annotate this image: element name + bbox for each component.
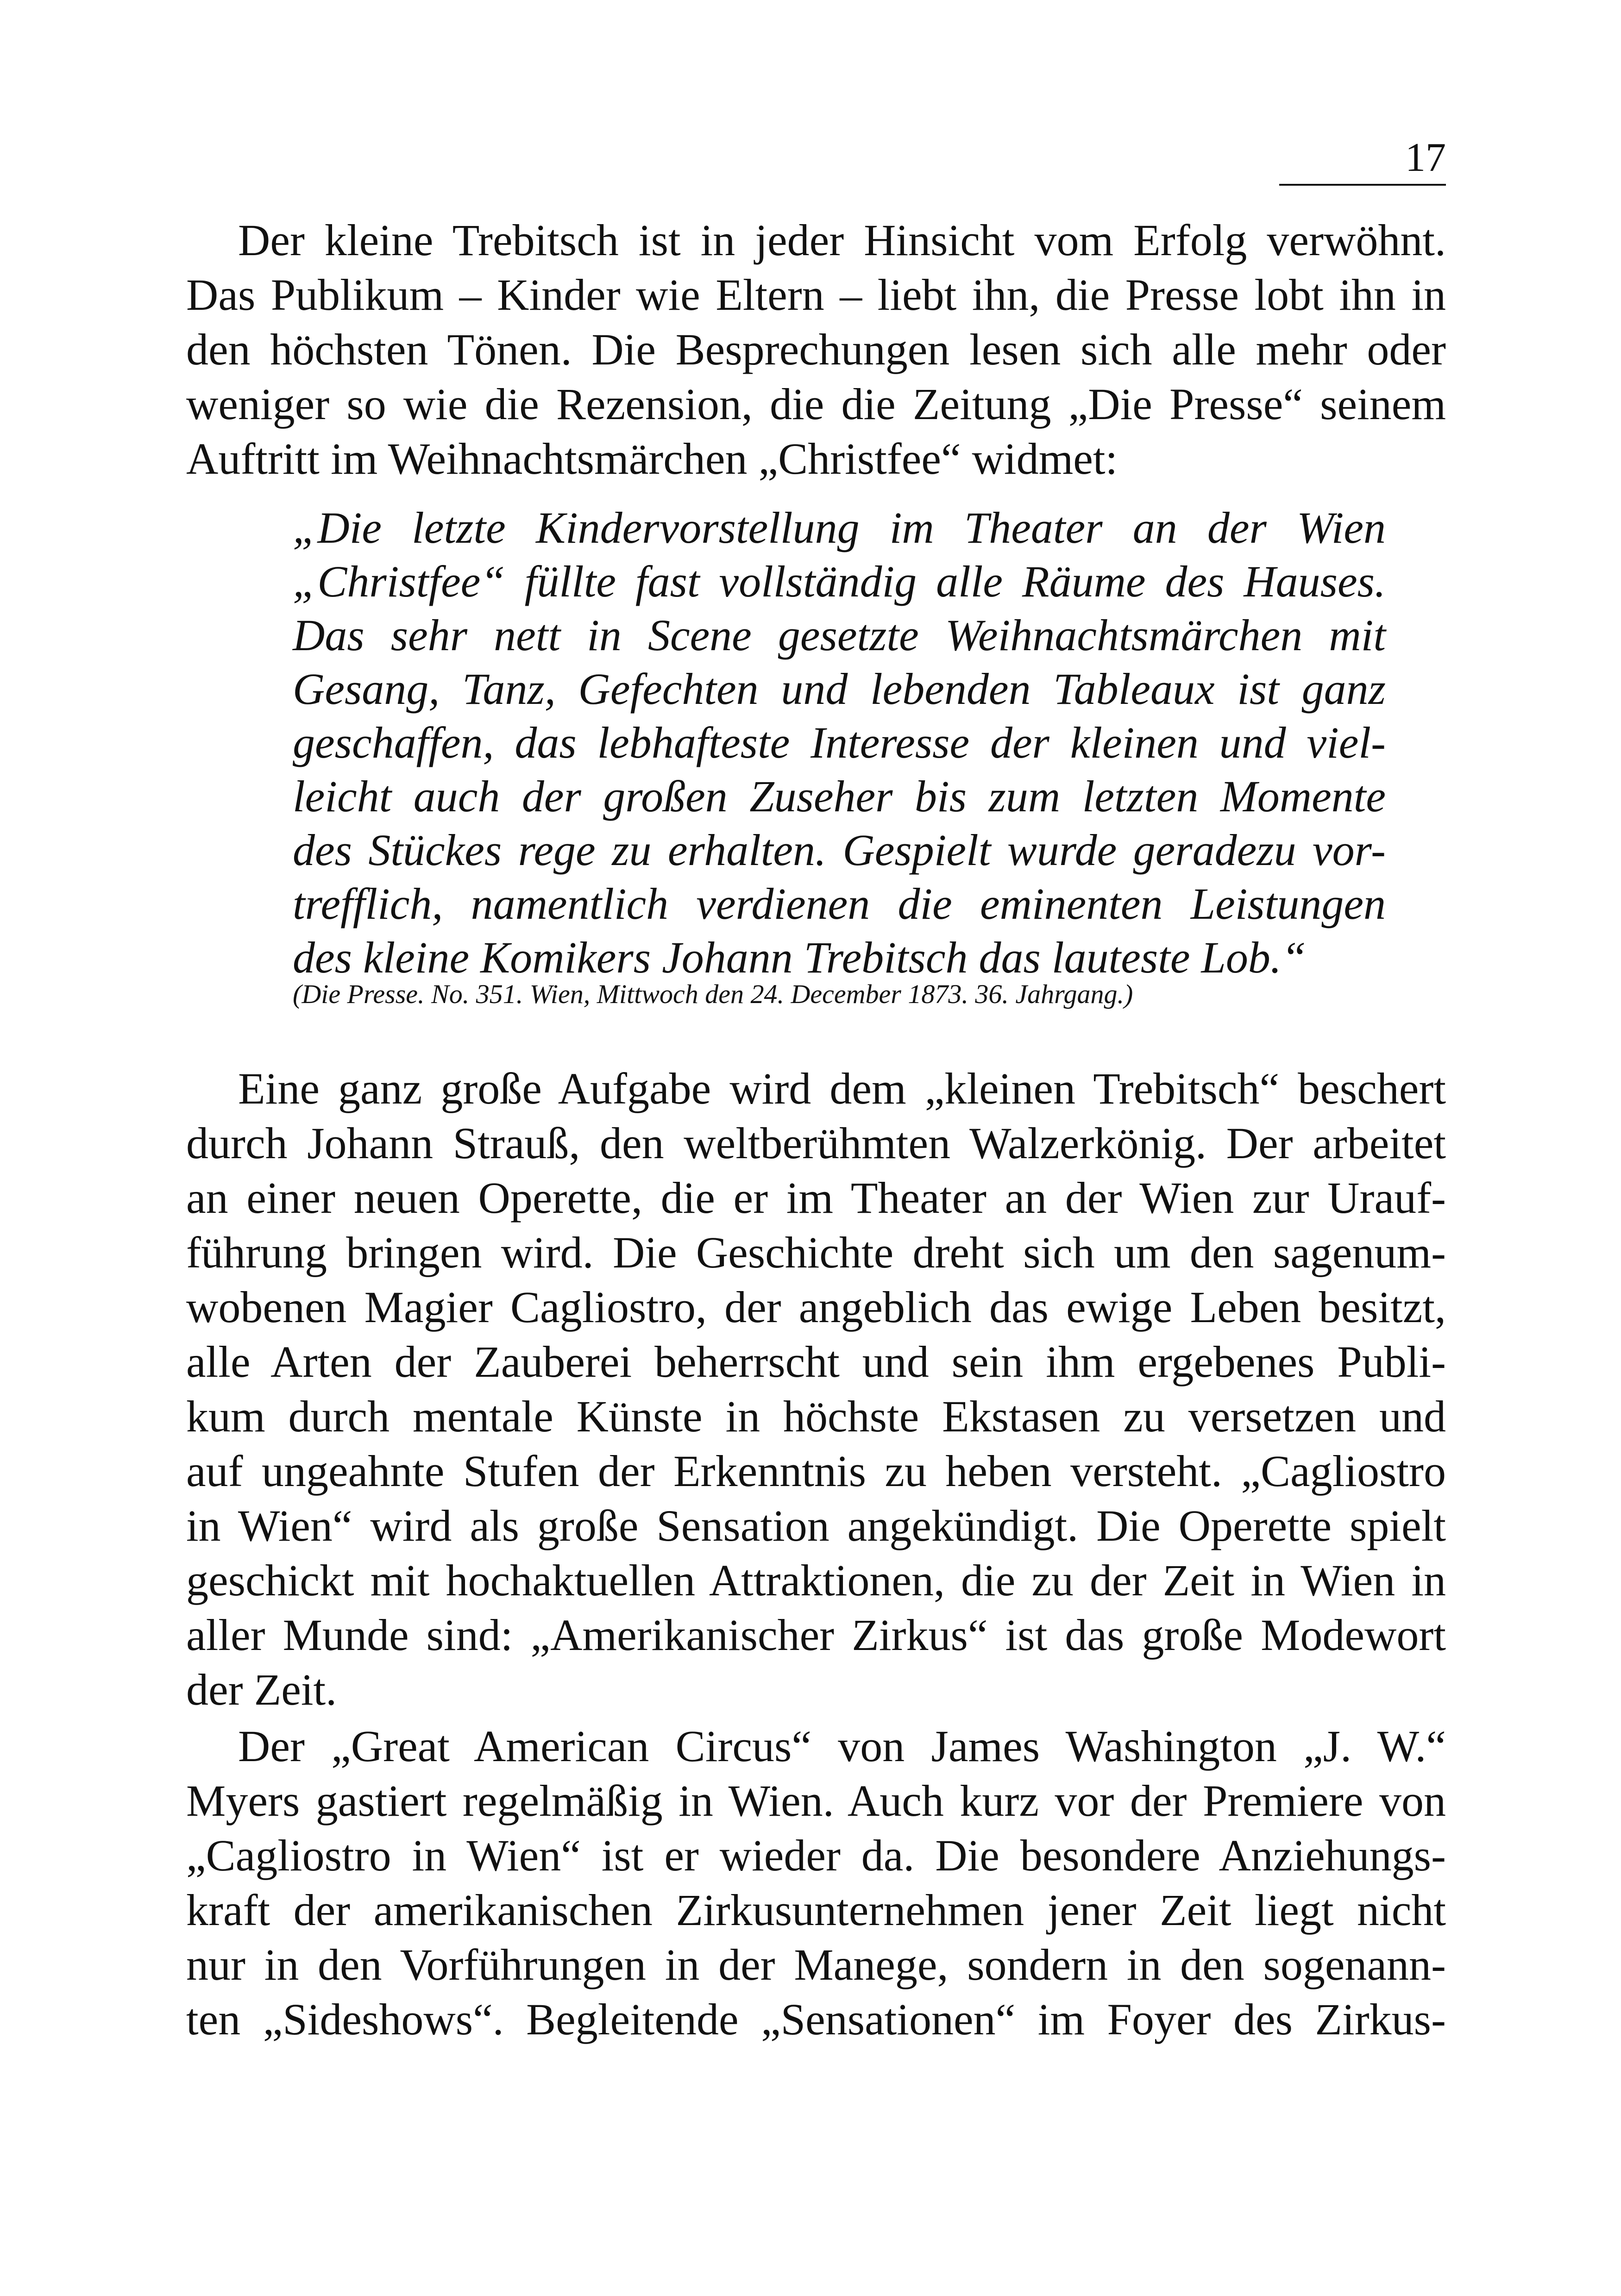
text-line: nur in den Vorführungen in der Manege, sondern in den sogenann-	[186, 1940, 1446, 1989]
quote-line: des kleine Komikers Johann Trebitsch das lauteste Lob.“	[293, 933, 1307, 982]
quote-source: (Die Presse. No. 351. Wien, Mittwoch den 24. December 1873. 36. Jahrgang.)	[293, 979, 1133, 1009]
page-number: 17	[1279, 132, 1446, 186]
text-line: Das Publikum – Kinder wie Eltern – liebt ihn, die Presse lobt ihn in	[186, 270, 1446, 320]
text-line: Myers gastiert regelmäßig in Wien. Auch kurz vor der Premiere von	[186, 1776, 1446, 1826]
quote-line: des Stückes rege zu erhalten. Gespielt wurde geradezu vor-	[293, 825, 1386, 875]
quote-line: leicht auch der großen Zuseher bis zum letzten Momente	[293, 772, 1386, 821]
text-line: auf ungeahnte Stufen der Erkenntnis zu heben versteht. „Cagliostro	[186, 1446, 1446, 1496]
text-line: geschickt mit hochaktuellen Attraktionen, die zu der Zeit in Wien in	[186, 1556, 1446, 1605]
block-quote	[293, 501, 1386, 985]
text-line: führung bringen wird. Die Geschichte dreht sich um den sagenum-	[186, 1228, 1446, 1277]
text-line: ten „Sideshows“. Begleitende „Sensationen“ im Foyer des Zirkus-	[186, 1995, 1446, 2044]
paragraph-2	[186, 1061, 1446, 1717]
paragraph-1	[186, 213, 1446, 486]
paragraph-3	[186, 1719, 1446, 2047]
quote-line: „Die letzte Kindervorstellung im Theater an der Wien	[293, 503, 1386, 552]
text-line: der Zeit.	[186, 1665, 337, 1714]
quote-line: trefflich, namentlich verdienen die eminenten Leistungen	[293, 879, 1386, 928]
text-line: in Wien“ wird als große Sensation angekündigt. Die Operette spielt	[186, 1501, 1446, 1550]
quote-line: Gesang, Tanz, Gefechten und lebenden Tableaux ist ganz	[293, 664, 1386, 714]
text-line: den höchsten Tönen. Die Besprechungen lesen sich alle mehr oder	[186, 325, 1446, 374]
text-line: Der kleine Trebitsch ist in jeder Hinsicht vom Erfolg verwöhnt.	[238, 215, 1446, 265]
text-line: Auftritt im Weihnachtsmärchen „Christfee“ widmet:	[186, 434, 1118, 483]
text-line: kum durch mentale Künste in höchste Ekstasen zu versetzen und	[186, 1392, 1446, 1441]
text-line: an einer neuen Operette, die er im Theater an der Wien zur Urauf-	[186, 1173, 1446, 1223]
text-line: durch Johann Strauß, den weltberühmten Walzerkönig. Der arbeitet	[186, 1118, 1446, 1168]
quote-line: Das sehr nett in Scene gesetzte Weihnachtsmärchen mit	[293, 610, 1386, 660]
text-line: weniger so wie die Rezension, die die Zeitung „Die Presse“ seinem	[186, 379, 1446, 429]
text-line: „Cagliostro in Wien“ ist er wieder da. Die besondere Anziehungs-	[186, 1831, 1446, 1880]
text-line: Eine ganz große Aufgabe wird dem „kleinen Trebitsch“ beschert	[238, 1064, 1446, 1113]
quote-line: „Christfee“ füllte fast vollständig alle Räume des Hauses.	[293, 557, 1386, 606]
text-line: kraft der amerikanischen Zirkusunternehmen jener Zeit liegt nicht	[186, 1885, 1446, 1935]
text-line: wobenen Magier Cagliostro, der angeblich das ewige Leben besitzt,	[186, 1282, 1446, 1332]
text-line: alle Arten der Zauberei beherrscht und sein ihm ergebenes Publi-	[186, 1337, 1446, 1386]
text-line: Der „Great American Circus“ von James Washington „J. W.“	[238, 1721, 1446, 1771]
text-line: aller Munde sind: „Amerikanischer Zirkus“ ist das große Modewort	[186, 1610, 1446, 1660]
quote-line: geschaffen, das lebhafteste Interesse der kleinen und viel-	[293, 718, 1386, 767]
